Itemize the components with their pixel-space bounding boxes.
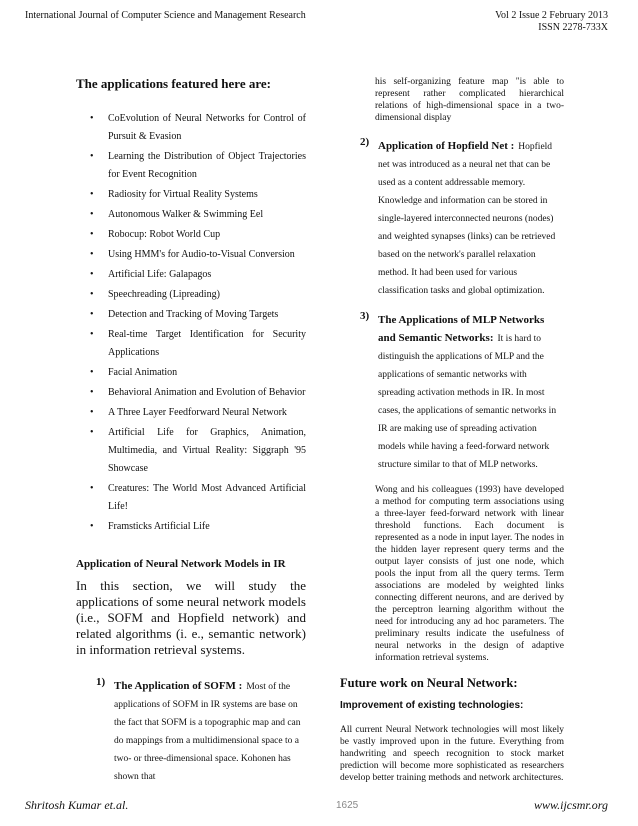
list-item: • Learning the Distribution of Object Trajectories for Event Recognition: [76, 148, 306, 184]
numbered-item-sofm: [76, 676, 306, 784]
bullet-icon: •: [90, 151, 94, 162]
footer-site: www.ijcsmr.org: [533, 798, 608, 812]
page-number: 1625: [336, 800, 359, 811]
list-item: • Robocup: Robot World Cup: [76, 226, 306, 244]
bullet-icon: •: [90, 483, 94, 494]
issn-line: ISSN 2278-733X: [538, 22, 608, 33]
list-item: • A Three Layer Feedforward Neural Network: [76, 404, 306, 422]
bullet-icon: •: [90, 189, 94, 200]
issue-info: [495, 10, 608, 34]
list-item: • Artificial Life: Galapagos: [76, 266, 306, 284]
issue-line: Vol 2 Issue 2 February 2013: [495, 10, 608, 21]
bullet-icon: •: [90, 269, 94, 280]
item-text: Hopfield net was introduced as a neural net that can be used as a content addressable memory. Knowledge and information can be stored in single-layered interconnected neurons (nodes) and weighted synapses (links) can be retrieved based on the network's parallel relaxation method. It had been used for various classification tasks and global optimization.: [378, 142, 556, 296]
bullet-icon: •: [90, 209, 94, 220]
list-item: • Speechreading (Lipreading): [76, 286, 306, 304]
left-column: [76, 76, 306, 784]
bullet-icon: •: [90, 367, 94, 378]
item-text: Most of the applications of SOFM in IR systems are base on the fact that SOFM is a topographic map and can do mappings from a multidimensional space to a two- or three-dimensional space. Kohonen has shown that: [114, 682, 301, 782]
improvement-heading: Improvement of existing technologies:: [340, 700, 524, 711]
bullet-icon: •: [90, 113, 94, 124]
future-paragraph: All current Neural Network technologies will most likely be vastly improved upon in the future. Everything from handwriting and speech recognition to stock market prediction will become more sophisticated as researchers develop better training methods and network architectures.: [340, 725, 564, 783]
ir-intro-paragraph: In this section, we will study the applications of some neural network models (i.e., SOFM and Hopfield network) and related algorithms (i. e., semantic network) in information retrieval systems.: [76, 578, 306, 657]
wong-paragraph: Wong and his colleagues (1993) have developed a method for computing term associations using a three-layer feed-forward network with linear threshold functions. Each document is represented as a node in input layer. The nodes in the hidden layer represent query terms and the output layer consists of just one node, which pools the input from all the query terms. Term associations are modeled by weighted links connecting different neurons, and are derived by the perceptron learning algorithm without the need for introducing any ad hoc parameters. The preliminary results indicate the usefulness of neural networks in the design of adaptive information retrieval systems.: [375, 485, 564, 663]
list-item: • CoEvolution of Neural Networks for Control of Pursuit & Evasion: [76, 110, 306, 146]
list-item: • Autonomous Walker & Swimming Eel: [76, 206, 306, 224]
applications-list: [76, 110, 306, 536]
item-text: It is hard to distinguish the applications of MLP and the applications of semantic networks with spreading activation methods in IR. In most cases, the applications of semantic networks in IR are making use of spreading activation models while having a feed-forward network structure similar to that of MLP networks.: [378, 334, 557, 470]
list-item: • Behavioral Animation and Evolution of Behavior: [76, 384, 306, 402]
list-item: • Detection and Tracking of Moving Targets: [76, 306, 306, 324]
list-item: • Framsticks Artificial Life: [76, 518, 306, 536]
bullet-icon: •: [90, 427, 94, 438]
list-item: • Creatures: The World Most Advanced Artificial Life!: [76, 480, 306, 516]
bullet-icon: •: [90, 329, 94, 340]
item-title: The Applications of MLP Networks and Semantic Networks:: [378, 314, 545, 344]
applications-heading: The applications featured here are:: [76, 76, 271, 91]
list-item: • Real-time Target Identification for Security Applications: [76, 326, 306, 362]
journal-title: International Journal of Computer Science and Management Research: [25, 10, 306, 21]
numbered-item-hopfield: [340, 136, 564, 298]
bullet-icon: •: [90, 407, 94, 418]
bullet-icon: •: [90, 249, 94, 260]
footer-author: Shritosh Kumar et.al.: [25, 798, 129, 812]
bullet-icon: •: [90, 387, 94, 398]
list-item: • Using HMM's for Audio-to-Visual Conversion: [76, 246, 306, 264]
list-item: • Facial Animation: [76, 364, 306, 382]
right-column: [340, 76, 564, 784]
continuation-paragraph: his self-organizing feature map "is able to represent rather complicated hierarchical relations of high-dimensional space in a two-dimensional display: [375, 77, 564, 123]
list-item: • Radiosity for Virtual Reality Systems: [76, 186, 306, 204]
bullet-icon: •: [90, 521, 94, 532]
item-number: 1): [96, 676, 106, 688]
ir-section-heading: Application of Neural Network Models in IR: [76, 558, 286, 570]
list-item: • Artificial Life for Graphics, Animation, Multimedia, and Virtual Reality: Siggraph '95 Showcase: [76, 424, 306, 478]
numbered-item-mlp: [340, 310, 564, 472]
item-title: The Application of SOFM :: [114, 680, 243, 692]
future-work-heading: Future work on Neural Network:: [340, 676, 518, 690]
bullet-icon: •: [90, 309, 94, 320]
bullet-icon: •: [90, 289, 94, 300]
item-title: Application of Hopfield Net :: [378, 140, 515, 152]
bullet-icon: •: [90, 229, 94, 240]
item-number: 2): [360, 136, 370, 148]
item-number: 3): [360, 310, 370, 322]
